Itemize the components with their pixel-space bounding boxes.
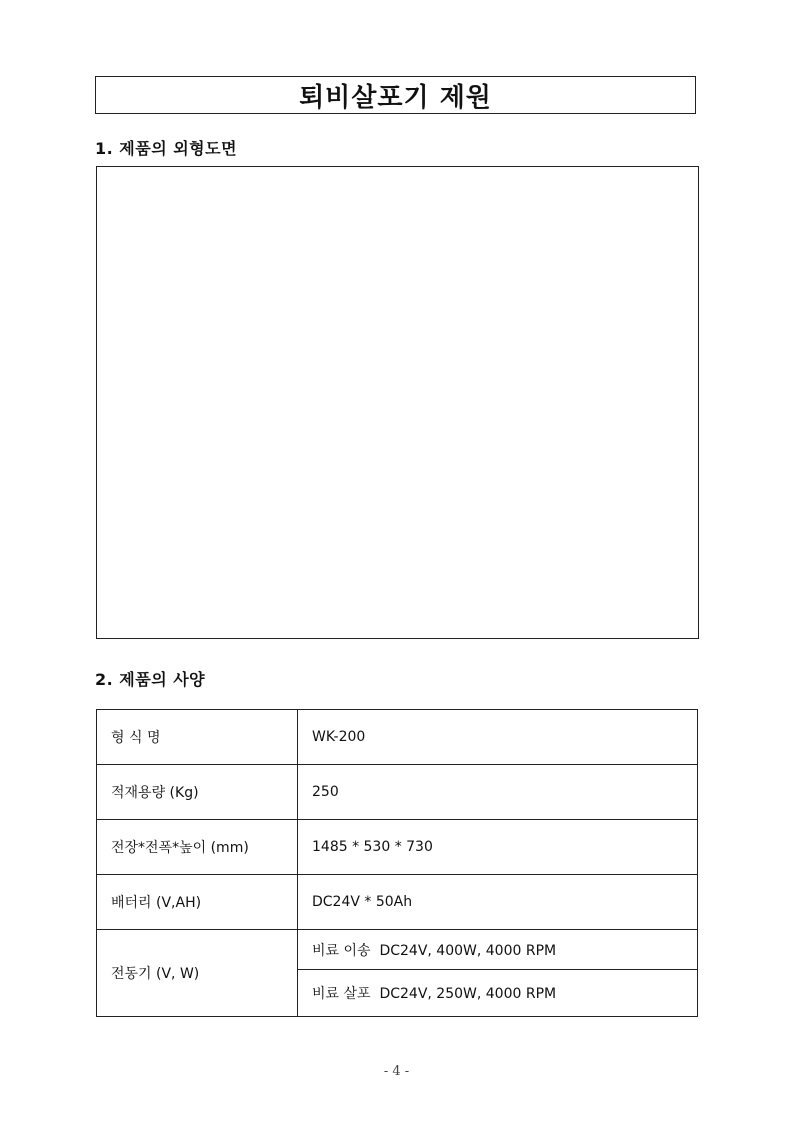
spec-table — [96, 709, 698, 1017]
exterior-drawing-placeholder — [96, 166, 699, 639]
section-heading-specs: 2. 제품의 사양 — [95, 670, 206, 689]
table-row — [97, 765, 698, 820]
spec-label: 형 식 명 — [97, 710, 298, 765]
page-number: - 4 - — [383, 1064, 410, 1079]
spec-value: 비료 이송 DC24V, 400W, 4000 RPM — [298, 930, 698, 970]
spec-value: DC24V * 50Ah — [298, 875, 698, 930]
table-row — [97, 930, 698, 970]
table-row — [97, 875, 698, 930]
spec-label: 적재용량 (Kg) — [97, 765, 298, 820]
spec-value: 250 — [298, 765, 698, 820]
spec-value: 1485 * 530 * 730 — [298, 820, 698, 875]
spec-value: 비료 살포 DC24V, 250W, 4000 RPM — [298, 970, 698, 1017]
spec-value: WK-200 — [298, 710, 698, 765]
table-row — [97, 820, 698, 875]
table-row — [97, 710, 698, 765]
spec-label: 배터리 (V,AH) — [97, 875, 298, 930]
page-title-box — [95, 76, 696, 114]
spec-label: 전동기 (V, W) — [97, 930, 298, 1017]
page-title: 퇴비살포기 제원 — [299, 82, 492, 113]
section-heading-drawing: 1. 제품의 외형도면 — [95, 139, 238, 158]
spec-label: 전장*전폭*높이 (mm) — [97, 820, 298, 875]
